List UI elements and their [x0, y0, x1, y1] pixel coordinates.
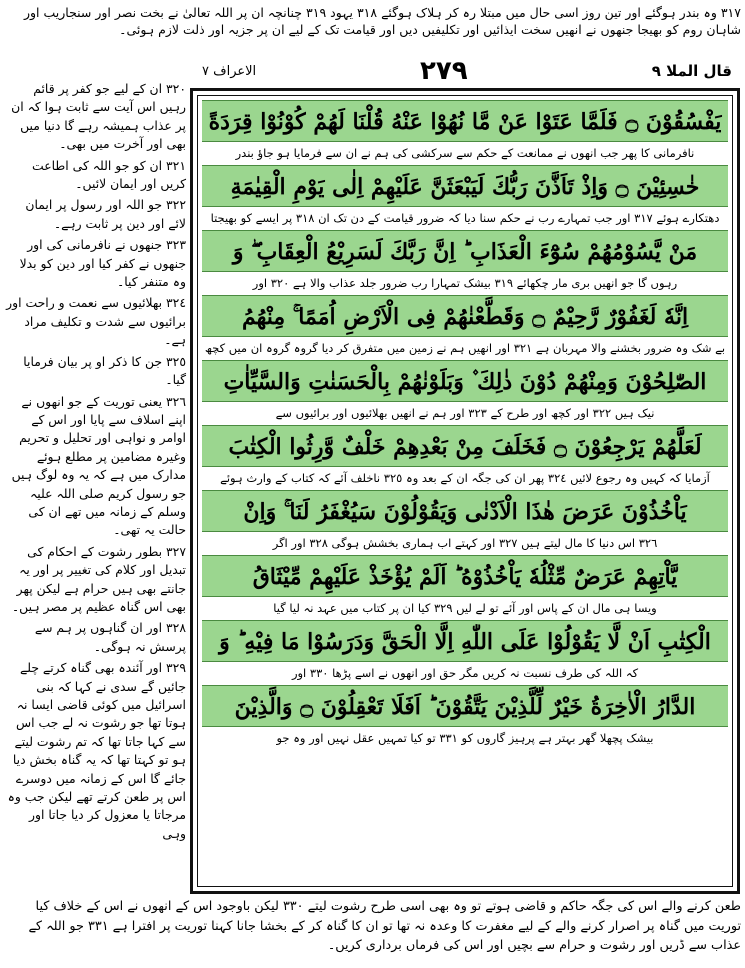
translation-line: بیشک پچھلا گھر بہتر ہے پرہیز گاروں کو ٣٣١ تو کیا تمہیں عقل نہیں اور وہ جو — [276, 731, 654, 745]
arabic-verse-line: يَّاْتِهِمْ عَرَضٌ مِّثْلُهٗ يَاْخُذُوْهُ ؕ اَلَمْ يُؤْخَذْ عَلَيْهِمْ مِّيْثَاقُ — [202, 555, 728, 597]
translation-line: رہوں گا جو انھیں بری مار چکھائے ٣١٩ بیشک تمہارا رب ضرور جلد عذاب والا ہے ٣٢٠ اور — [252, 276, 678, 290]
translation-line: نافرمانی کا پھر جب انھوں نے ممانعت کے حکم سے سرکشی کی ہم نے ان سے فرمایا ہو جاؤ بندر — [235, 146, 695, 160]
translation-line: دھتکارے ہوئے ٣١٧ اور جب تمہارے رب نے حکم سنا دیا کہ ضرور قیامت کے دن تک ان ٣١٨ پر ایسے کو بھیجتا — [210, 211, 720, 225]
verse-block — [202, 295, 728, 360]
verse-block — [202, 100, 728, 165]
verse-frame-inner — [197, 95, 733, 887]
verse-frame — [190, 88, 740, 894]
verse-block — [202, 555, 728, 620]
arabic-verse-line: الْكِتٰبِ اَنْ لَّا يَقُوْلُوْا عَلَى اللّٰهِ اِلَّا الْحَقَّ وَدَرَسُوْا مَا فِيْهِ ؕ وَ — [202, 620, 728, 662]
translation-line: ٣٢٦ اس دنیا کا مال لیتے ہیں ٣٢٧ اور کہتے اب ہماری بخشش ہوگی ٣٢٨ اور اگر — [272, 536, 658, 550]
translation-line: کہ اللہ کی طرف نسبت نہ کریں مگر حق اور انھوں نے اسے پڑھا ٣٣٠ اور — [291, 666, 639, 680]
arabic-verse-line: الدَّارُ الْاٰخِرَةُ خَيْرٌ لِّلَّذِيْنَ يَتَّقُوْنَ ؕ اَفَلَا تَعْقِلُوْنَ ۝ وَالَّذِيْنَ — [202, 685, 728, 727]
verse-block — [202, 165, 728, 230]
arabic-verse-line: مَنْ يَّسُوْمُهُمْ سُوْٓءَ الْعَذَابِ ؕ اِنَّ رَبَّكَ لَسَرِيْعُ الْعِقَابِ ۖ وَ — [202, 230, 728, 272]
verse-block — [202, 685, 728, 750]
commentary-note: ٣٢٥ جن کا ذکر او پر بیان فرمایا گیا۔ — [23, 353, 186, 388]
commentary-note: ٣٢٢ جو اللہ اور رسول پر ایمان لائے اور دین پر ثابت رہے۔ — [25, 197, 186, 231]
translation-line: آزمایا کہ کہیں وہ رجوع لائیں ٣٢٤ پھر ان کی جگہ ان کے بعد وہ ٣٢٥ ناخلف آئے کہ کتاب کے وارث ہوئے — [220, 471, 710, 485]
top-footnote: ٣١٧ وہ بندر ہوگئے اور تین روز اسی حال میں مبتلا رہ کر ہلاک ہوگئے ٣١٨ یہود ٣١٩ چنانچہ ان پر اللہ تعالیٰ نے بخت نصر اور سنجاریب اور شاہان روم کو بھیجا جنھوں نے انھیں سخت ایذائیں اور تکلیفیں دیں اور قیامت تک کے لیے ان پر جزیہ اور ذلت لازم ہوئی۔ — [23, 5, 741, 37]
page-header — [190, 58, 738, 88]
commentary-note: ٣٢٣ جنھوں نے نافرمانی کی اور جنھوں نے کفر کیا اور دین کو بدلا وہ متنفر کیا۔ — [19, 237, 186, 290]
arabic-verse-line: خٰسِئِيْنَ ۝ وَاِذْ تَاَذَّنَ رَبُّكَ لَيَبْعَثَنَّ عَلَيْهِمْ اِلٰى يَوْمِ الْقِيٰمَةِ — [202, 165, 728, 207]
arabic-verse-line: لَعَلَّهُمْ يَرْجِعُوْنَ ۝ فَخَلَفَ مِنْ بَعْدِهِمْ خَلْفٌ وَّرِثُوا الْكِتٰبَ — [202, 425, 728, 467]
commentary-note: ٣٢٠ ان کے لیے جو کفر پر قائم رہیں اس آیت سے ثابت ہوا کہ ان پر عذاب ہمیشہ رہے گا دنیا میں بھی اور آخرت میں بھی۔ — [11, 81, 186, 152]
commentary-note: ٣٢٧ بطور رشوت کے احکام کی تبدیل اور کلام کی تغییر پر اور یہ جانتے بھی ہیں حرام ہے لیکن پھر بھی اس گناہ عظیم پر مصر ہیں۔ — [11, 543, 186, 614]
arabic-verse-line: يَاْخُذُوْنَ عَرَضَ هٰذَا الْاَدْنٰى وَيَقُوْلُوْنَ سَيُغْفَرُ لَنَا ۚ وَاِنْ — [202, 490, 728, 532]
verse-block — [202, 230, 728, 295]
page-number: ٢٧٩ — [420, 56, 468, 86]
bottom-footnote: طعن کرنے والے اس کی جگہ حاکم و قاضی ہوتے تو وہ بھی اسی طرح رشوت لیتے ٣٣٠ لیکن باوجود اس کے انھوں نے اس کے خلاف کیا توریت میں گناہ پر اصرار کرنے والے کے لیے مغفرت کا وعدہ نہ تھا تو ان کا گناہ کر کے بخشا جانا کہنا توریت پر افترا ہے ٣٣١ جو اللہ کے عذاب سے ڈریں اور رشوت و حرام سے بچیں اور اس کی فرماں برداری کریں۔ — [28, 899, 741, 953]
arabic-verse-line: اِنَّهٗ لَغَفُوْرٌ رَّحِيْمٌ ۝ وَقَطَّعْنٰهُمْ فِى الْاَرْضِ اُمَمًا ۚ مِنْهُمُ — [202, 295, 728, 337]
translation-line: بے شک وہ ضرور بخشنے والا مہربان ہے ٣٢١ اور انھیں ہم نے زمین میں متفرق کر دیا گروہ گروہ ان میں کچھ — [204, 341, 726, 355]
verse-block — [202, 425, 728, 490]
juz-name: قال الملا ٩ — [651, 62, 732, 80]
verse-block — [202, 620, 728, 685]
arabic-verse-line: الصّٰلِحُوْنَ وَمِنْهُمْ دُوْنَ ذٰلِكَ ۫ وَبَلَوْنٰهُمْ بِالْحَسَنٰتِ وَالسَّيِّاٰتِ — [202, 360, 728, 402]
translation-line: نیک ہیں ٣٢٢ اور کچھ اور طرح کے ٣٢٣ اور ہم نے انھیں بھلائیوں اور برائیوں سے — [275, 406, 655, 420]
commentary-column — [4, 80, 186, 841]
commentary-note: ٣٢٦ یعنی توریت کے جو انھوں نے اپنے اسلاف سے پایا اور اس کے اوامر و نواہی اور تحلیل و تحریم وغیرہ مضامین پر مطلع ہوئے مدارک میں ہے کہ یہ وہ لوگ ہیں جو رسول کریم صلی اللہ علیہ وسلم کے زمانہ میں تھے ان کی حالت یہ تھی۔ — [11, 393, 186, 538]
verse-block — [202, 360, 728, 425]
commentary-note: ٣٢٨ اور ان گناہوں پر ہم سے پرسش نہ ہوگی۔ — [34, 620, 186, 654]
verse-block — [202, 490, 728, 555]
commentary-note: ٣٢١ ان کو جو اللہ کی اطاعت کریں اور ایمان لائیں۔ — [32, 157, 186, 192]
translation-line: ویسا ہی مال ان کے پاس اور آئے تو لے لیں ٣٢٩ کیا ان پر کتاب میں عہد نہ لیا گیا — [273, 601, 657, 615]
surah-name: الاعراف ٧ — [202, 64, 257, 79]
arabic-verse-line: يَفْسُقُوْنَ ۝ فَلَمَّا عَتَوْا عَنْ مَّا نُهُوْا عَنْهُ قُلْنَا لَهُمْ كُوْنُوْا قِرَدَةً — [202, 100, 728, 142]
commentary-note: ٣٢٩ اور آئندہ بھی گناہ کرتے چلے جائیں گے سدی نے کہا کہ بنی اسرائیل میں کوئی قاضی ایسا نہ ہوتا تھا جو رشوت نہ لے جب اس سے کہا جاتا تھا کہ تم رشوت لیتے ہو تو کہتا تھا کہ یہ گناہ بخش دیا جائے گا اس کے زمانہ میں دوسرے اس پر طعن کرتے تھے لیکن جب وہ مرجاتا یا معزول کر دیا جاتا اور وہی — [7, 660, 186, 841]
commentary-note: ٣٢٤ بھلائیوں سے نعمت و راحت اور برائیوں سے شدت و تکلیف مراد ہے۔ — [6, 295, 186, 348]
